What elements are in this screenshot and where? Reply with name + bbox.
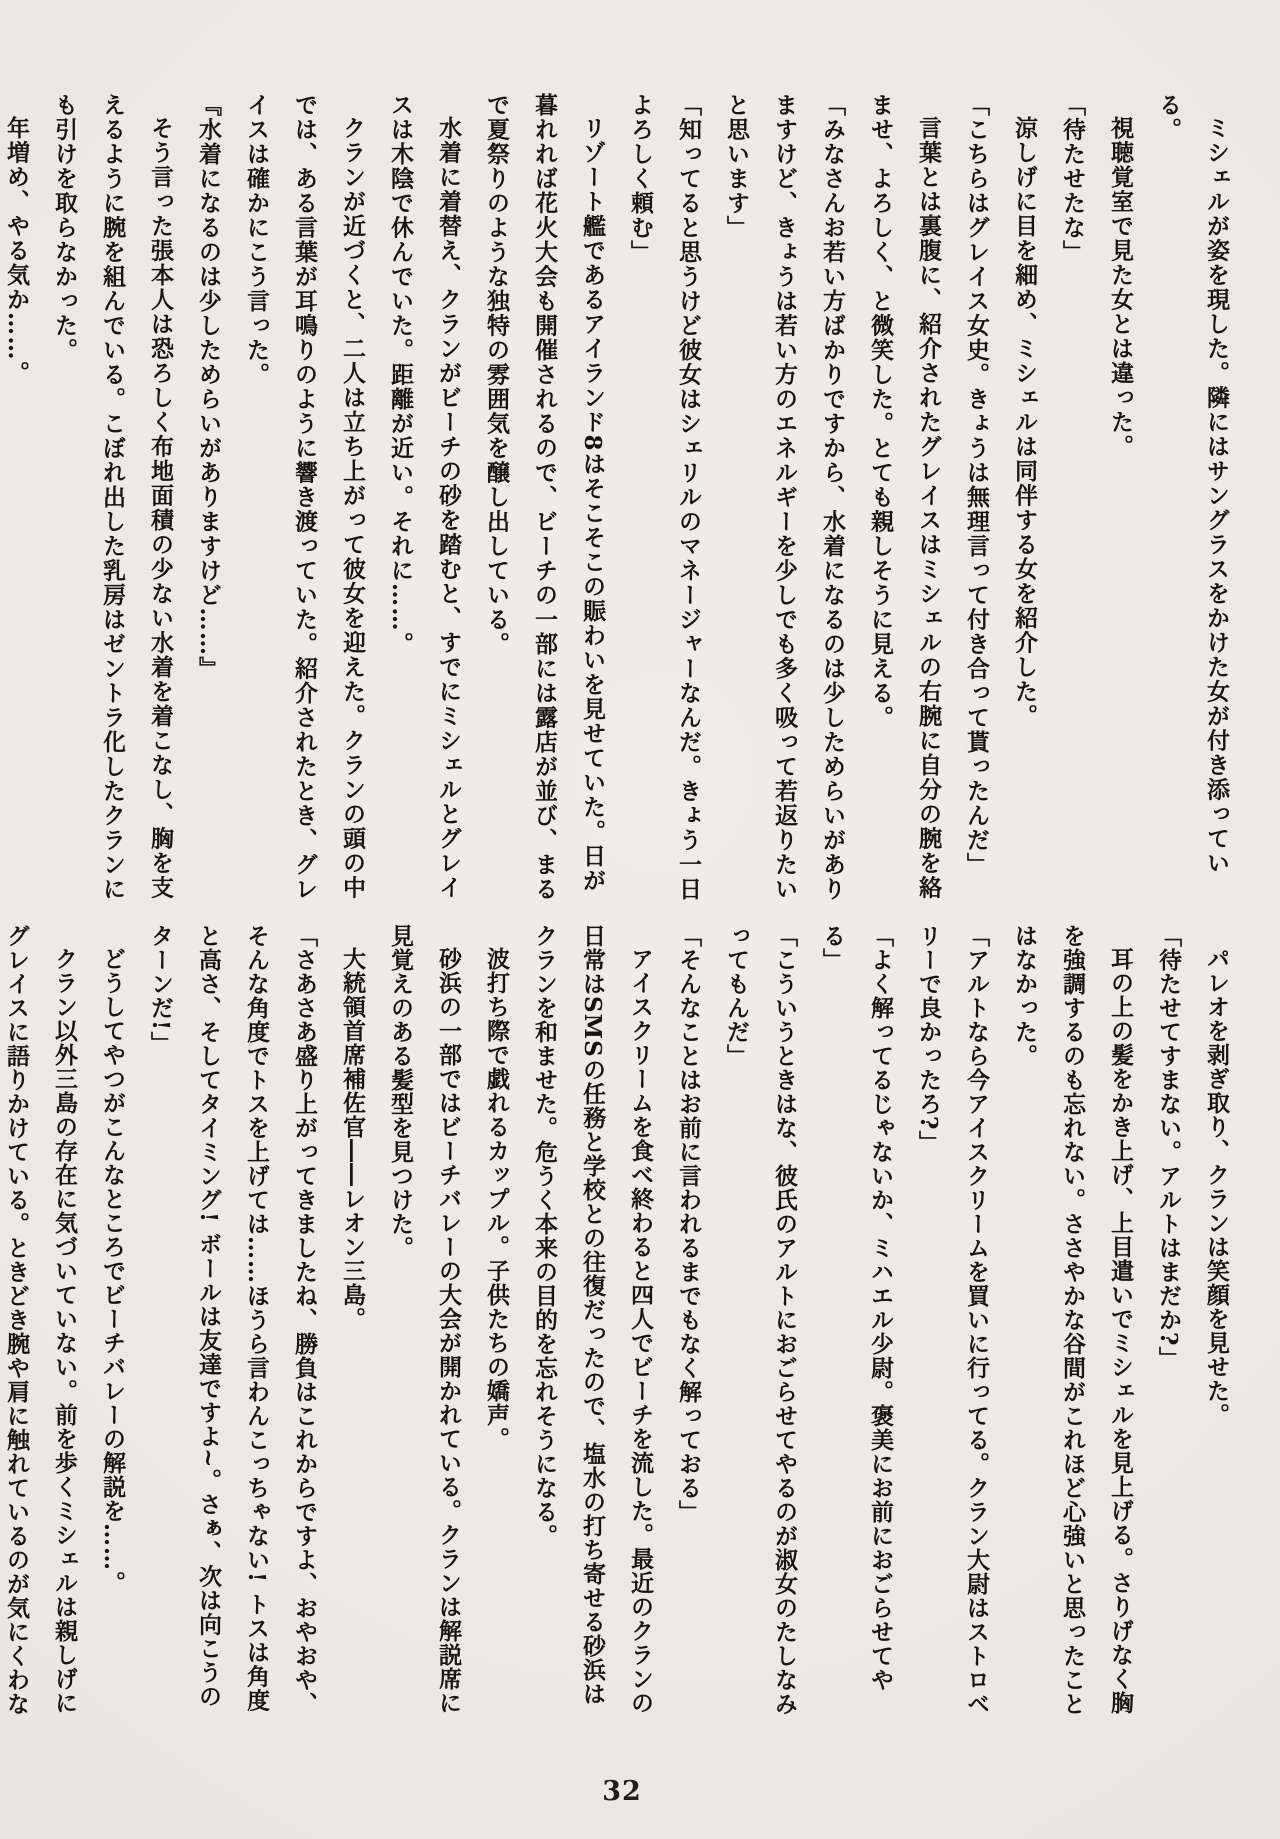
paragraph: 言葉とは裏腹に、紹介されたグレイスはミシェルの右腕に自分の腕を絡ませ、よろしく、と微笑した。とても親しそうに見える。 — [867, 93, 942, 900]
page-number: 32 — [602, 1776, 642, 1807]
paragraph: クラン以外三島の存在に気づいていない。前を歩くミシェルは親しげにグレイスに語りかけている。ときどき腕や肩に触れているのが気にくわな — [3, 924, 78, 1716]
paragraph: 年増め、やる気か……。 — [3, 116, 30, 386]
paragraph: 「こういうときはな、彼氏のアルトにおごらせてやるのが淑女のたしなみってもんだ」 — [723, 924, 798, 1716]
paragraph: 大統領首席補佐官――レオン三島。 — [339, 947, 366, 1331]
paragraph: 「待たせてすまない。アルトはまだか?」 — [1155, 924, 1182, 1371]
paragraph: 「さあさあ盛り上がってきましたね、勝負はこれからですよ、おやおや、そんな角度でトスを上げては……ほうら言わんこっちゃない! トスは角度と高さ、そしてタイミング! ボールは友達ですよ~。さぁ、次は向こうのターンだ!」 — [147, 924, 318, 1716]
paragraph: 視聴覚室で見た女とは違った。 — [1107, 116, 1134, 459]
paragraph: 「待たせたな」 — [1059, 93, 1086, 265]
paragraph: 耳の上の髪をかき上げ、上目遣いでミシェルを見上げる。さりげなく胸を強調するのも忘れない。ささやかな谷間がこれほど心強いと思ったことはなかった。 — [1011, 924, 1134, 1716]
paragraph: アイスクリームを食べ終わると四人でビーチを流した。最近のクランの日常はSMSの任務と学校との往復だったので、塩水の打ち寄せる砂浜はクランを和ませた。危うく本来の目的を忘れそうになる。 — [531, 924, 654, 1715]
paragraph: どうしてやつがこんなところでビーチバレーの解説を……。 — [99, 947, 126, 1595]
paragraph: そう言った張本人は恐ろしく布地面積の少ない水着を着こなし、胸を支えるように腕を組んでいる。こぼれ出した乳房はゼントラ化したクランにも引けを取らなかった。 — [51, 93, 174, 902]
paragraph: 「みなさんお若い方ばかりですから、水着になるのは少しためらいがありますけど、きょうは若い方のエネルギーを少しでも多く吸って若返りたいと思います」 — [723, 93, 846, 902]
paragraph: クランが近づくと、二人は立ち上がって彼女を迎えた。クランの頭の中では、ある言葉が耳鳴りのように響き渡っていた。紹介されたとき、グレイスは確かにこう言った。 — [243, 93, 366, 902]
paragraph: 涼しげに目を細め、ミシェルは同伴する女を紹介した。 — [1011, 116, 1038, 729]
text-block-upper — [3, 93, 1240, 909]
paragraph: 「よく解ってるじゃないか、ミハエル少尉。褒美にお前におごらせてやる」 — [819, 924, 894, 1692]
paragraph: 「そんなことはお前に言われるまでもなく解っておる」 — [675, 924, 702, 1524]
paragraph: 「こちらはグレイス女史。きょうは無理言って付き合って貰ったんだ」 — [963, 93, 990, 877]
paragraph: リゾート艦であるアイランド8はそこそこの賑わいを見せていた。日が暮れれば花火大会も開催されるので、ビーチの一部には露店が並び、まるで夏祭りのような独特の雰囲気を醸し出している。 — [483, 93, 606, 902]
paragraph: 水着に着替え、クランがビーチの砂を踏むと、すでにミシェルとグレイスは木陰で休んでいた。距離が近い。それに……。 — [387, 93, 462, 900]
paragraph: 「知ってると思うけど彼女はシェリルのマネージャーなんだ。きょう一日よろしく頼む」 — [627, 93, 702, 902]
text-block-lower — [3, 924, 1240, 1726]
paragraph: パレオを剥ぎ取り、クランは笑顔を見せた。 — [1203, 947, 1230, 1427]
paragraph: 砂浜の一部ではビーチバレーの大会が開かれている。クランは解説席に見覚えのある髪型を見つけた。 — [387, 924, 462, 1715]
paragraph: 『水着になるのは少しためらいがありますけど……』 — [195, 93, 222, 681]
paragraph: ミシェルが姿を現した。隣にはサングラスをかけた女が付き添っている。 — [1155, 93, 1230, 876]
paragraph: 「アルトなら今アイスクリームを買いに行ってる。クラン大尉はストロベリーで良かったろ?」 — [915, 924, 990, 1716]
paragraph: 波打ち際で戯れるカップル。子供たちの嬌声。 — [483, 947, 510, 1451]
